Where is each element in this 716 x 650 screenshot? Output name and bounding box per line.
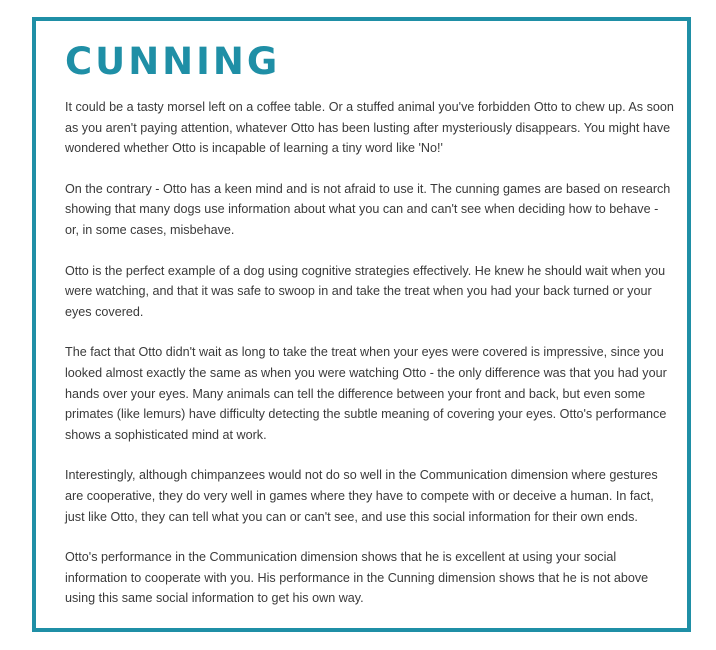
paragraph-chimpanzees: Interestingly, although chimpanzees would not do so well in the Communication dimension where gestures are cooperative, they do very well in games where they have to compete with or deceive a human. In fact, just like Otto, they can tell what you can or can't see, and use this social information for their own ends. xyxy=(65,468,658,524)
paragraph-summary: Otto's performance in the Communication dimension shows that he is excellent at using your social information to cooperate with you. His performance in the Cunning dimension shows that he is not above using this same social information to get his own way. xyxy=(65,550,649,606)
section-title: CUNNING xyxy=(65,40,281,83)
paragraph-intro: It could be a tasty morsel left on a coffee table. Or a stuffed animal you've forbidden Otto to chew up. As soon as you aren't paying attention, whatever Otto has been lusting after mysteriously disappears. You might have wondered whether Otto is incapable of learning a tiny word like 'No!' xyxy=(65,100,674,156)
section-body xyxy=(65,97,675,629)
cunning-card xyxy=(32,17,691,632)
paragraph-cognitive-strategies: Otto is the perfect example of a dog using cognitive strategies effectively. He knew he should wait when you were watching, and that it was safe to swoop in and take the treat when you had your back turned or your eyes covered. xyxy=(65,263,666,319)
paragraph-keen-mind: On the contrary - Otto has a keen mind and is not afraid to use it. The cunning games are based on research showing that many dogs use information about what you can and can't see when deciding how to behave - or, in some cases, misbehave. xyxy=(65,181,671,237)
paragraph-eyes-covered: The fact that Otto didn't wait as long to take the treat when your eyes were covered is impressive, since you looked almost exactly the same as when you were watching Otto - the only difference was that you had your hands over your eyes. Many animals can tell the difference between your front and back, but even some primates (like lemurs) have difficulty detecting the subtle meaning of covering your eyes. Otto's performance shows a sophisticated mind at work. xyxy=(65,345,667,442)
